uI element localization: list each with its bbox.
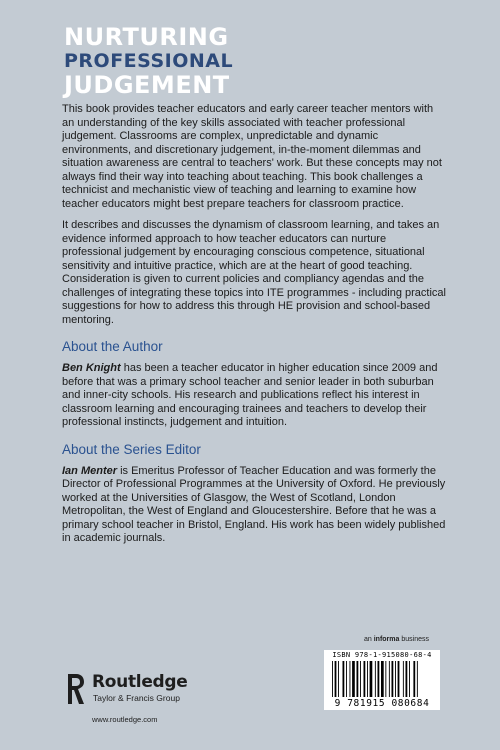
editor-bio: is Emeritus Professor of Teacher Education and was formerly the Director of Professional Programmes at the University of Oxford. He previously worked at the Universities of Glasgow, the West of Scotland, London Metropolitan, the West of England and Gloucestershire. Before that he was a primary school teacher in Bristol, England. His work has been widely published in academic journals. — [62, 464, 446, 544]
about-author-heading: About the Author — [62, 339, 163, 354]
description-paragraph-1: This book provides teacher educators and early career teacher mentors with an understanding of the key skills associated with teacher professional judgement. Classrooms are complex, unpredictable and dynamic environments, and discretionary judgement, in-the-moment dilemmas and situation awareness are central to teachers' work. But these concepts may not always find their way into teaching about teaching. This book challenges a technicist and mechanistic view of teaching and learning to examine how teacher educators might best prepare teachers for classroom practice. — [62, 103, 442, 210]
publisher-url[interactable]: www.routledge.com — [92, 715, 158, 724]
isbn-label: ISBN 978-1-915080-68-4 — [332, 651, 432, 659]
blurb — [62, 103, 446, 554]
informa-business-tag: an informa business — [364, 636, 429, 643]
publisher-name: Routledge — [92, 672, 188, 692]
about-editor-text — [62, 465, 446, 546]
title-line-3: JUDGEMENT — [64, 71, 230, 99]
author-name: Ben Knight — [62, 362, 121, 374]
title-line-1: NURTURING — [64, 23, 229, 51]
title-line-2: PROFESSIONAL — [64, 50, 234, 72]
author-bio: has been a teacher educator in higher education since 2009 and before that was a primary school teacher and senior leader in both suburban and inner-city schools. His research and publications reflect his interest in classroom learning and encouraging trainees and teachers to develop their professional instincts, judgement and intuition. — [62, 362, 438, 428]
routledge-logo-icon — [66, 672, 86, 706]
editor-name: Ian Menter — [62, 464, 118, 477]
barcode-bars — [332, 661, 432, 697]
book-title — [64, 24, 233, 98]
isbn-barcode — [324, 650, 440, 710]
publisher-group: Taylor & Francis Group — [93, 693, 180, 703]
isbn-digits: 9 781915 080684 — [334, 698, 430, 709]
informa-word: informa — [373, 636, 400, 643]
about-author-text — [62, 362, 446, 430]
description-paragraph-2: It describes and discusses the dynamism of classroom learning, and takes an evidence informed approach to how teacher educators can nurture professional judgement by encouraging conscious competence, situational sensitivity and intuitive practice, which are at the heart of good teaching. Consideration is given to current policies and compliancy agendas and the challenges of integrating these topics into ITE programmes - including practical suggestions for how to address this through HE provision and school-based mentoring. — [62, 219, 446, 326]
about-editor-heading: About the Series Editor — [62, 441, 201, 457]
